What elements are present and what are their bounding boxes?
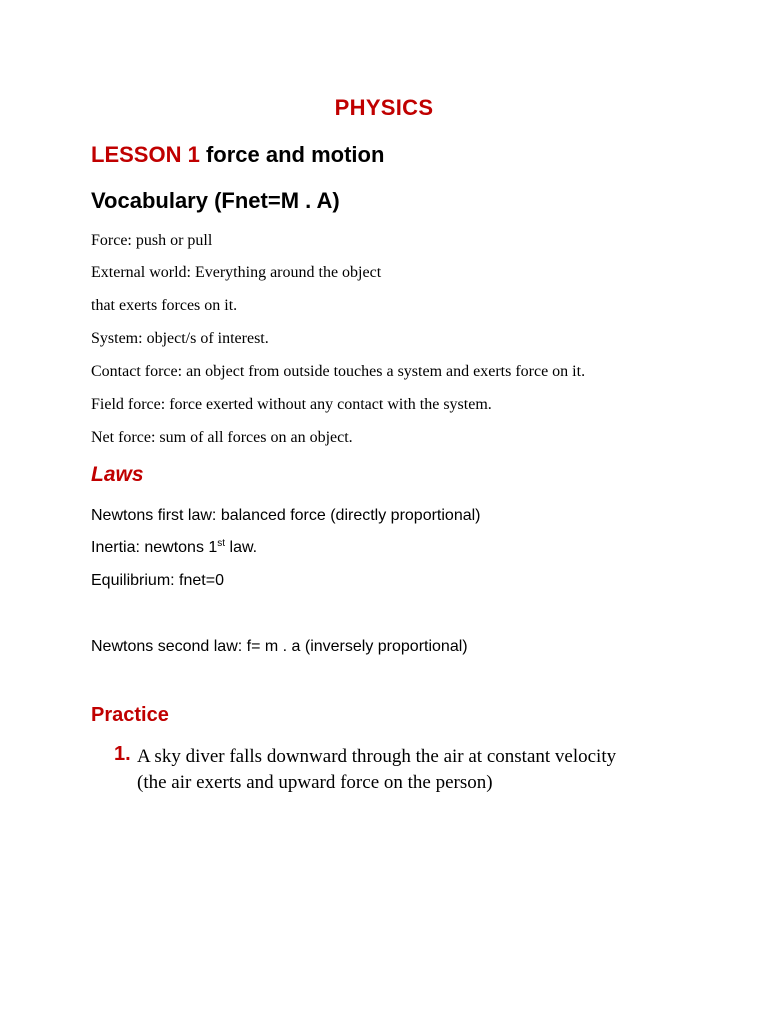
vocab-line-field-force: Field force: force exerted without any contact with the system.: [91, 396, 492, 413]
vocab-line-contact-force: Contact force: an object from outside touches a system and exerts force on it.: [91, 363, 586, 380]
vocab-line-force: Force: push or pull: [91, 232, 213, 249]
inertia-line: [91, 539, 257, 557]
inertia-superscript: st: [217, 538, 226, 549]
practice-item-line-2: (the air exerts and upward force on the person): [137, 772, 493, 793]
practice-heading: Practice: [91, 704, 169, 726]
inertia-prefix: Inertia: newtons 1: [91, 539, 218, 556]
first-law-line: Newtons first law: balanced force (directly proportional): [91, 507, 481, 524]
vocab-line-net-force: Net force: sum of all forces on an object.: [91, 429, 353, 446]
equilibrium-line: Equilibrium: fnet=0: [91, 572, 224, 589]
practice-item-line-1: A sky diver falls downward through the air at constant velocity: [137, 746, 617, 767]
vocab-line-system: System: object/s of interest.: [91, 330, 269, 347]
second-law-line: Newtons second law: f= m . a (inversely proportional): [91, 638, 468, 655]
lesson-heading: [91, 142, 384, 168]
vocab-line-external-world-cont: that exerts forces on it.: [91, 297, 238, 314]
document-title: PHYSICS: [334, 95, 434, 120]
lesson-topic: force and motion: [205, 142, 385, 167]
laws-heading: Laws: [91, 463, 144, 486]
vocab-line-external-world: External world: Everything around the object: [91, 264, 382, 281]
lesson-label: LESSON 1: [91, 142, 200, 167]
inertia-suffix: law.: [225, 539, 258, 556]
practice-item-number: 1.: [114, 743, 131, 765]
vocabulary-heading: Vocabulary (Fnet=M . A): [91, 188, 340, 213]
